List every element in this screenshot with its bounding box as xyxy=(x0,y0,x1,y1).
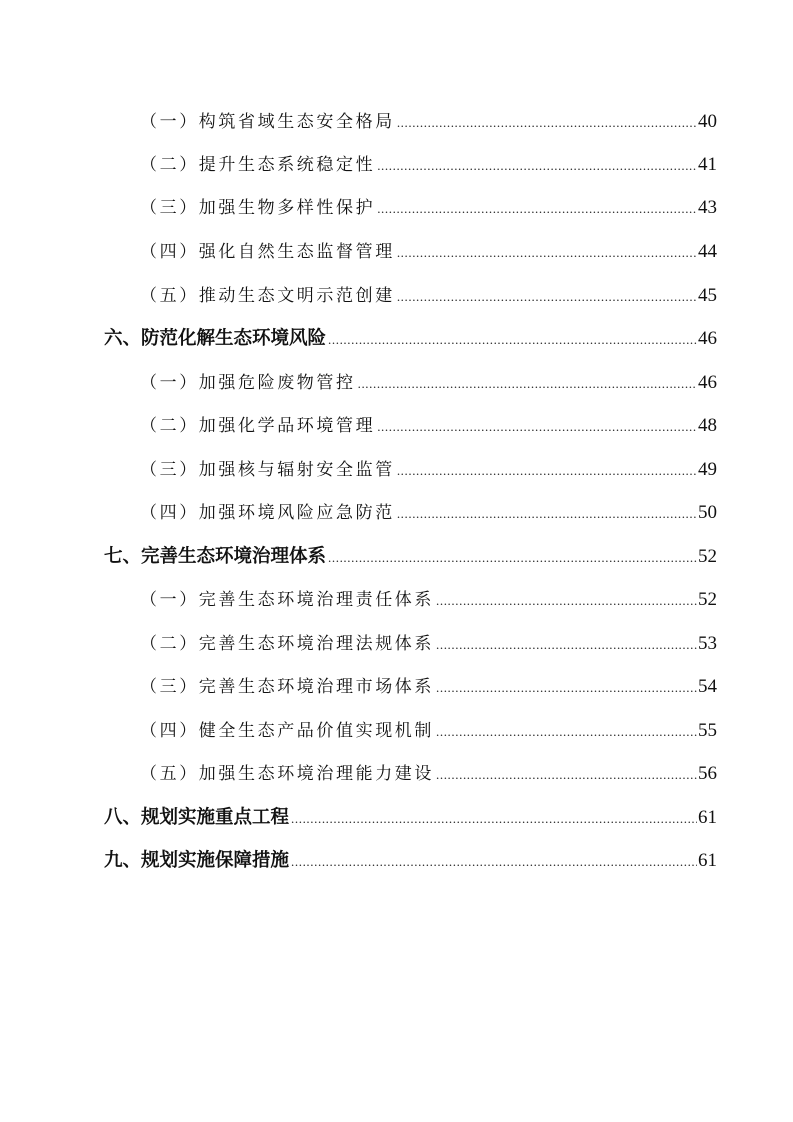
toc-entry-title: （三）加强生物多样性保护 xyxy=(140,198,376,218)
toc-dot-leader xyxy=(397,456,697,486)
toc-entry[interactable] xyxy=(140,455,717,485)
toc-dot-leader xyxy=(328,325,697,355)
toc-entry-title: （二）提升生态系统稳定性 xyxy=(140,155,376,175)
toc-chapter-entry[interactable] xyxy=(104,803,717,833)
toc-chapter-title: 六、防范化解生态环境风险 xyxy=(104,328,327,349)
toc-page-number: 52 xyxy=(698,546,717,567)
toc-entry[interactable] xyxy=(140,193,717,223)
toc-dot-leader xyxy=(328,543,697,573)
toc-entry-title: （四）加强环境风险应急防范 xyxy=(140,503,395,523)
toc-chapter-entry[interactable] xyxy=(104,542,717,572)
toc-page-number: 44 xyxy=(698,241,717,262)
toc-entry[interactable] xyxy=(140,585,717,615)
toc-page-number: 55 xyxy=(698,720,717,741)
toc-page-number: 52 xyxy=(698,589,717,610)
toc-page-number: 61 xyxy=(698,807,717,828)
toc-page-number: 46 xyxy=(698,328,717,349)
toc-entry[interactable] xyxy=(140,716,717,746)
toc-entry-title: （一）加强危险废物管控 xyxy=(140,373,356,393)
toc-page-number: 54 xyxy=(698,676,717,697)
toc-dot-leader xyxy=(377,412,697,442)
toc-dot-leader xyxy=(291,847,697,877)
toc-entry-title: （四）健全生态产品价值实现机制 xyxy=(140,721,434,741)
toc-entry[interactable] xyxy=(140,411,717,441)
toc-page-number: 40 xyxy=(698,111,717,132)
toc-dot-leader xyxy=(436,717,697,747)
toc-dot-leader xyxy=(436,586,697,616)
toc-dot-leader xyxy=(436,630,697,660)
toc-entry-title: （二）完善生态环境治理法规体系 xyxy=(140,634,434,654)
toc-entry-title: （四）强化自然生态监督管理 xyxy=(140,242,395,262)
toc-page-number: 45 xyxy=(698,285,717,306)
toc-page-number: 49 xyxy=(698,459,717,480)
toc-page-number: 53 xyxy=(698,633,717,654)
toc-page-number: 46 xyxy=(698,372,717,393)
toc-dot-leader xyxy=(397,499,697,529)
toc-chapter-title: 七、完善生态环境治理体系 xyxy=(104,546,327,567)
toc-dot-leader xyxy=(397,238,697,268)
toc-page-number: 56 xyxy=(698,763,717,784)
toc-page-number: 43 xyxy=(698,197,717,218)
toc-entry[interactable] xyxy=(140,759,717,789)
toc-chapter-title: 八、规划实施重点工程 xyxy=(104,807,290,828)
toc-page-number: 41 xyxy=(698,154,717,175)
toc-entry-title: （二）加强化学品环境管理 xyxy=(140,416,376,436)
toc-dot-leader xyxy=(377,194,697,224)
toc-entry-title: （三）完善生态环境治理市场体系 xyxy=(140,677,434,697)
toc-dot-leader xyxy=(377,151,697,181)
toc-entry-title: （三）加强核与辐射安全监管 xyxy=(140,460,395,480)
toc-entry-title: （五）推动生态文明示范创建 xyxy=(140,286,395,306)
toc-page-number: 48 xyxy=(698,415,717,436)
toc-dot-leader xyxy=(436,673,697,703)
toc-entry[interactable] xyxy=(140,107,717,137)
toc-page-number: 50 xyxy=(698,502,717,523)
toc-dot-leader xyxy=(436,760,697,790)
toc-entry[interactable] xyxy=(140,237,717,267)
toc-dot-leader xyxy=(358,369,697,399)
toc-dot-leader xyxy=(397,282,697,312)
toc-entry[interactable] xyxy=(140,672,717,702)
toc-entry[interactable] xyxy=(140,368,717,398)
toc-entry-title: （五）加强生态环境治理能力建设 xyxy=(140,764,434,784)
toc-page-number: 61 xyxy=(698,850,717,871)
toc-entry-title: （一）构筑省域生态安全格局 xyxy=(140,112,395,132)
toc-chapter-entry[interactable] xyxy=(104,324,717,354)
toc-entry[interactable] xyxy=(140,629,717,659)
toc-chapter-title: 九、规划实施保障措施 xyxy=(104,850,290,871)
toc-entry[interactable] xyxy=(140,281,717,311)
toc-dot-leader xyxy=(291,804,697,834)
toc-dot-leader xyxy=(397,108,697,138)
toc-entry-title: （一）完善生态环境治理责任体系 xyxy=(140,590,434,610)
toc-chapter-entry[interactable] xyxy=(104,846,717,876)
toc-entry[interactable] xyxy=(140,498,717,528)
toc-entry[interactable] xyxy=(140,150,717,180)
